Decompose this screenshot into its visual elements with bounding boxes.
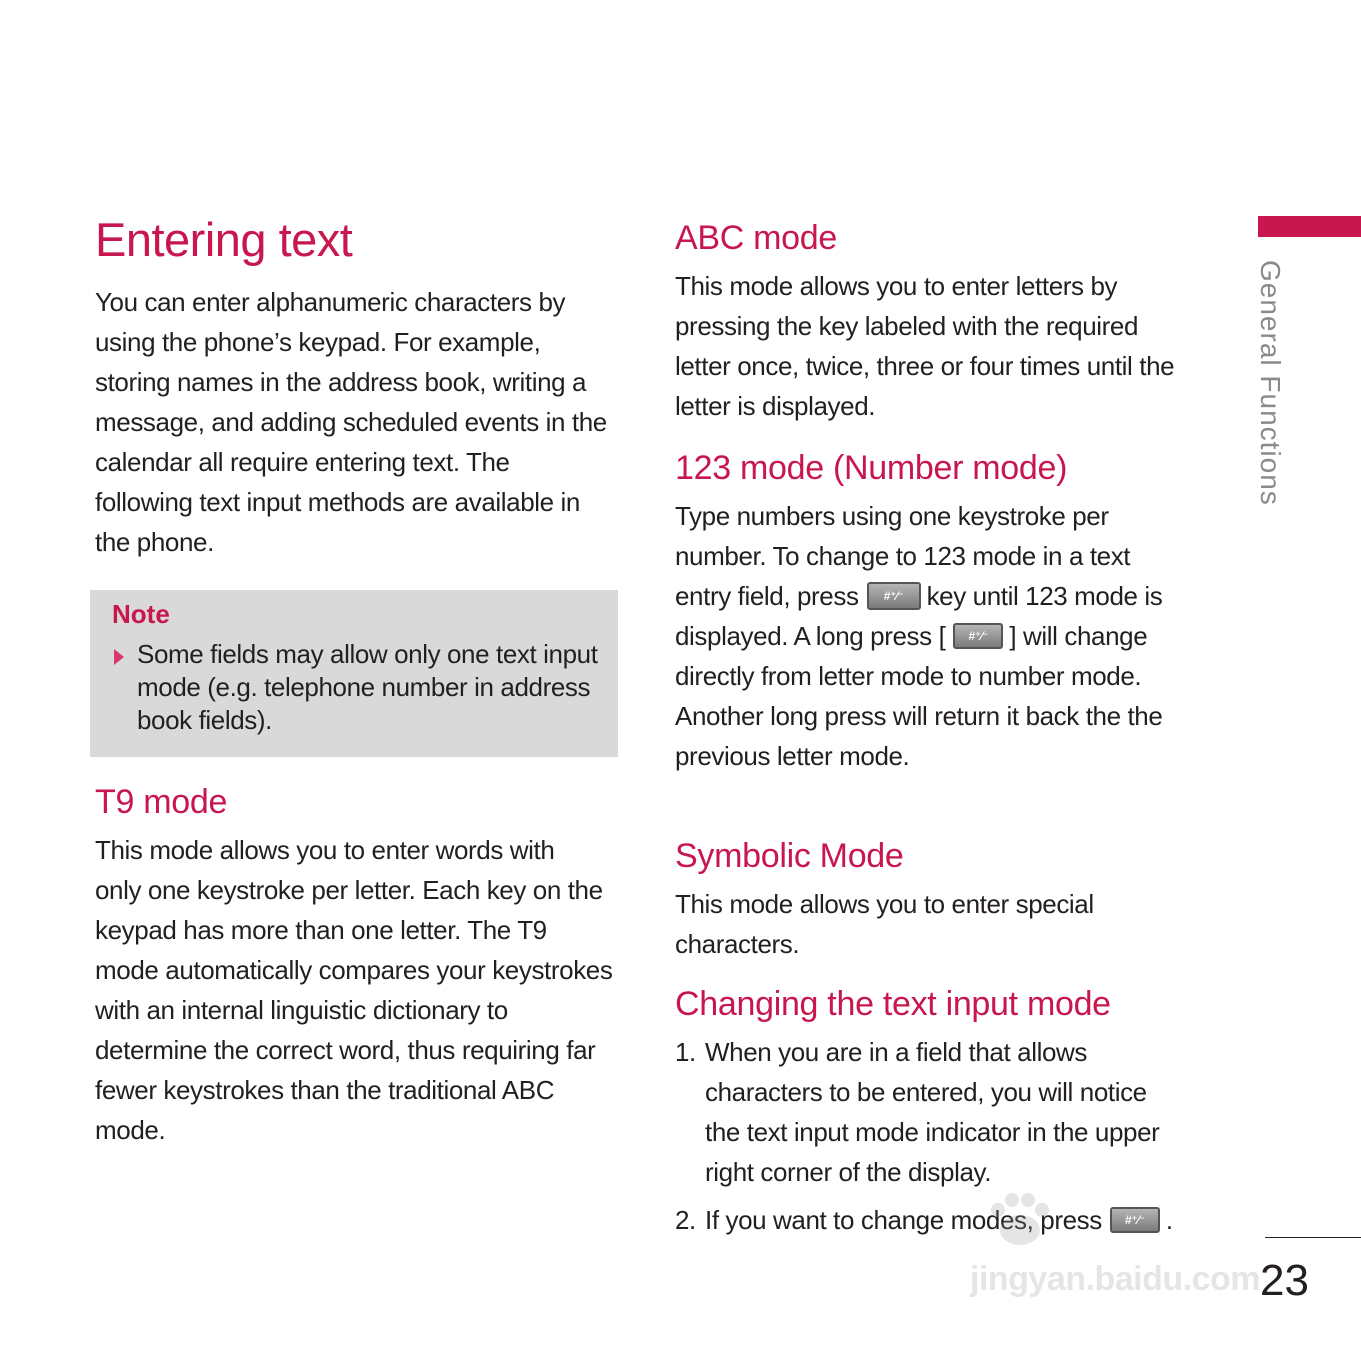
abc-line: pressing the key labeled with the required <box>675 311 1139 341</box>
number-line-part: entry field, press <box>675 581 859 611</box>
right-column <box>675 216 1205 1240</box>
number-line-part: key until 123 mode is <box>926 581 1163 611</box>
hash-key-icon: #⁺⁄⁻ <box>1110 1207 1160 1233</box>
t9-line: fewer keystrokes than the traditional ABC <box>95 1075 555 1105</box>
change-mode-heading: Changing the text input mode <box>675 985 1111 1023</box>
symbolic-section <box>675 834 1205 964</box>
abc-line: letter once, twice, three or four times until the <box>675 351 1175 381</box>
note-box <box>90 590 618 757</box>
step-number: 1. <box>675 1037 696 1067</box>
number-line <box>675 576 1205 616</box>
abc-section <box>675 216 1205 426</box>
t9-line: keypad has more than one letter. The T9 <box>95 915 547 945</box>
number-line: Another long press will return it back the the <box>675 701 1163 731</box>
t9-line: This mode allows you to enter words with <box>95 835 555 865</box>
t9-heading: T9 mode <box>95 783 228 821</box>
symbolic-line: This mode allows you to enter special <box>675 889 1094 919</box>
intro-paragraph <box>95 282 620 562</box>
number-line-part: displayed. A long press [ <box>675 621 946 651</box>
intro-line: storing names in the address book, writing a <box>95 367 587 397</box>
hash-key-icon: #⁺⁄⁻ <box>953 623 1003 649</box>
steps-list <box>675 1032 1205 1240</box>
note-item <box>112 638 600 737</box>
note-title: Note <box>112 599 170 629</box>
section-tab-label: General Functions <box>1255 260 1286 506</box>
step-line: the text input mode indicator in the upper <box>705 1117 1160 1147</box>
abc-line: letter is displayed. <box>675 391 876 421</box>
intro-line: calendar all require entering text. The <box>95 447 510 477</box>
t9-line: mode automatically compares your keystrokes <box>95 955 613 985</box>
intro-line: using the phone’s keypad. For example, <box>95 327 541 357</box>
step-item <box>675 1032 1205 1192</box>
bullet-arrow-icon <box>114 649 124 665</box>
note-line: book fields). <box>137 705 272 735</box>
page-title: Entering text <box>95 213 353 266</box>
intro-line: following text input methods are available in <box>95 487 580 517</box>
step-line-part: . <box>1165 1205 1173 1235</box>
number-line: previous letter mode. <box>675 741 910 771</box>
number-mode-heading: 123 mode (Number mode) <box>675 449 1068 487</box>
step-line: right corner of the display. <box>705 1157 992 1187</box>
step-line: When you are in a field that allows <box>705 1037 1087 1067</box>
number-line <box>675 616 1205 656</box>
step-line-part: If you want to change modes, press <box>705 1205 1102 1235</box>
footer-rule <box>1265 1237 1361 1238</box>
number-line-part: ] will change <box>1009 621 1148 651</box>
note-line: Some fields may allow only one text input <box>137 639 598 669</box>
t9-line: with an internal linguistic dictionary to <box>95 995 508 1025</box>
hash-key-icon: #⁺⁄⁻ <box>867 582 921 610</box>
number-line: number. To change to 123 mode in a text <box>675 541 1131 571</box>
intro-line: You can enter alphanumeric characters by <box>95 287 566 317</box>
page-number: 23 <box>1260 1256 1309 1305</box>
step-item <box>675 1200 1205 1240</box>
left-column <box>95 212 620 562</box>
symbolic-line: characters. <box>675 929 800 959</box>
step-line <box>705 1200 1205 1240</box>
number-line: directly from letter mode to number mode. <box>675 661 1142 691</box>
t9-section <box>95 780 625 1150</box>
t9-line: only one keystroke per letter. Each key on the <box>95 875 603 905</box>
intro-line: message, and adding scheduled events in the <box>95 407 607 437</box>
note-line: mode (e.g. telephone number in address <box>137 672 591 702</box>
section-tab-bar <box>1258 216 1361 237</box>
abc-heading: ABC mode <box>675 219 838 257</box>
step-line: characters to be entered, you will notice <box>705 1077 1147 1107</box>
t9-line: mode. <box>95 1115 166 1145</box>
number-mode-section <box>675 446 1205 776</box>
change-mode-section <box>675 982 1205 1240</box>
t9-line: determine the correct word, thus requiring far <box>95 1035 596 1065</box>
number-line: Type numbers using one keystroke per <box>675 501 1109 531</box>
abc-line: This mode allows you to enter letters by <box>675 271 1118 301</box>
intro-line: the phone. <box>95 527 214 557</box>
watermark-text: jingyan.baidu.com <box>970 1260 1260 1298</box>
step-number: 2. <box>675 1205 696 1235</box>
symbolic-heading: Symbolic Mode <box>675 837 904 875</box>
